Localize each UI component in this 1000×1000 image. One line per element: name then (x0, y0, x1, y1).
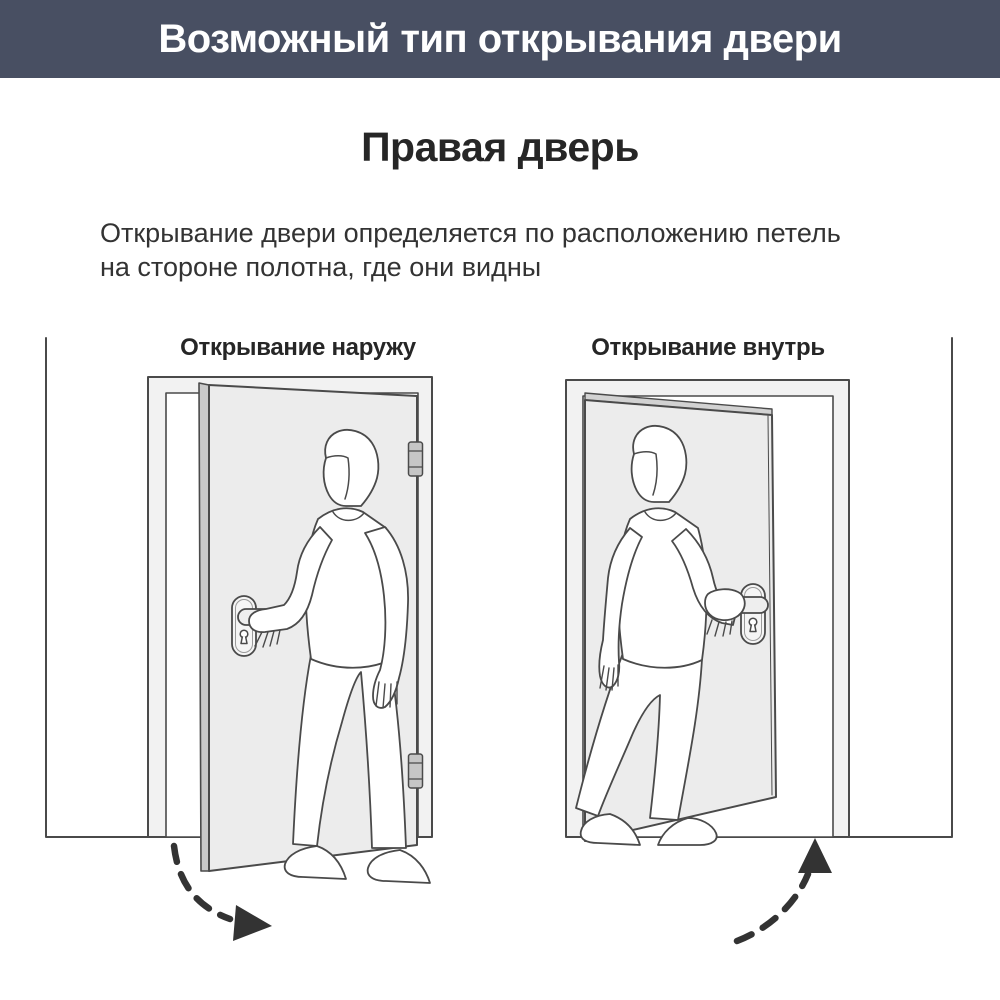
description-line-1: Открывание двери определяется по расположению петель (100, 218, 841, 248)
page-title: Правая дверь (361, 124, 639, 170)
label-open-inward: Открывание внутрь (591, 334, 825, 361)
person-shoe-back (368, 850, 430, 883)
diagram-open-outward (46, 338, 432, 941)
person-palm (705, 589, 745, 620)
person-head (632, 426, 687, 502)
label-open-outward: Открывание наружу (180, 334, 416, 361)
description-line-2: на стороне полотна, где они видны (100, 252, 542, 282)
swing-arrow-inward-icon (737, 838, 832, 941)
header-title: Возможный тип открывания двери (158, 16, 842, 61)
left-wall-line (46, 338, 148, 837)
person-head (324, 430, 379, 506)
hinge-icon-top (409, 442, 423, 476)
diagram-open-inward (566, 338, 952, 941)
right-wall-line (849, 338, 952, 837)
hinge-icon-bottom (409, 754, 423, 788)
door-edge-strip (199, 383, 209, 871)
